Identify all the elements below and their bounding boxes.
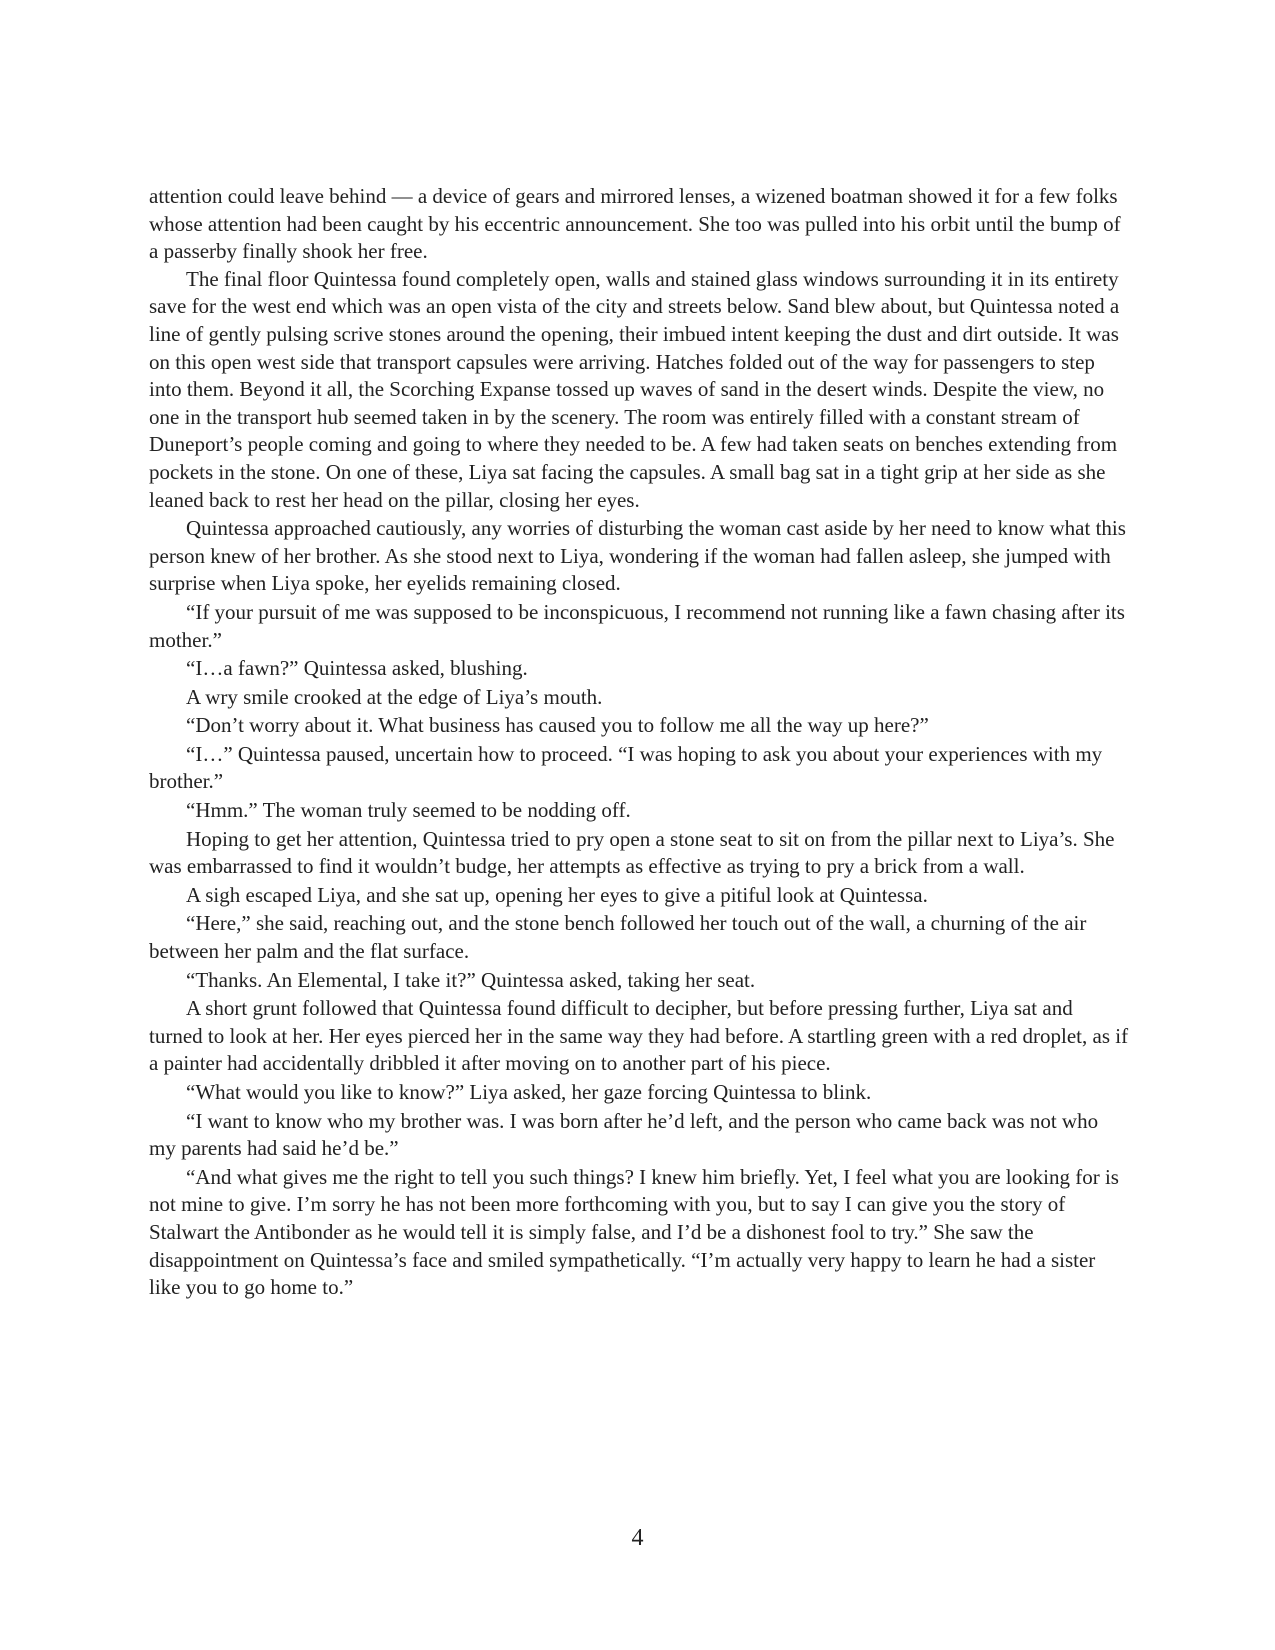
body-text <box>149 183 1129 1302</box>
paragraph: Quintessa approached cautiously, any worries of disturbing the woman cast aside by her need to know what this person knew of her brother. As she stood next to Liya, wondering if the woman had fallen asleep, she jumped with surprise when Liya spoke, her eyelids remaining closed. <box>149 516 1126 596</box>
paragraph: “If your pursuit of me was supposed to be inconspicuous, I recommend not running like a fawn chasing after its mother.” <box>149 599 1125 652</box>
paragraph: “Thanks. An Elemental, I take it?” Quintessa asked, taking her seat. <box>186 967 756 992</box>
paragraph: “Hmm.” The woman truly seemed to be nodding off. <box>186 798 631 823</box>
paragraph: The final floor Quintessa found completely open, walls and stained glass windows surrounding it in its entirety save for the west end which was an open vista of the city and streets below. Sand blew about, but Quintessa noted a line of gently pulsing scrive stones around the opening, their imbued intent keeping the dust and dirt outside. It was on this open west side that transport capsules were arriving. Hatches folded out of the way for passengers to step into them. Beyond it all, the Scorching Expanse tossed up waves of sand in the desert winds. Despite the view, no one in the transport hub seemed taken in by the scenery. The room was entirely filled with a constant stream of Duneport’s people coming and going to where they needed to be. A few had taken seats on benches extending from pockets in the stone. On one of these, Liya sat facing the capsules. A small bag sat in a tight grip at her side as she leaned back to rest her head on the pillar, closing her eyes. <box>149 266 1120 512</box>
page-number: 4 <box>631 1525 644 1551</box>
paragraph: attention could leave behind — a device of gears and mirrored lenses, a wizened boatman showed it for a few folks whose attention had been caught by his eccentric announcement. She too was pulled into his orbit until the bump of a passerby finally shook her free. <box>149 184 1121 264</box>
paragraph: “I…a fawn?” Quintessa asked, blushing. <box>186 656 528 681</box>
paragraph: “And what gives me the right to tell you such things? I knew him briefly. Yet, I feel what you are looking for is not mine to give. I’m sorry he has not been more forthcoming with you, but to say I can give you the story of Stalwart the Antibonder as he would tell it is simply false, and I’d be a dishonest fool to try.” She saw the disappointment on Quintessa’s face and smiled sympathetically. “I’m actually very happy to learn he had a sister like you to go home to.” <box>149 1164 1119 1300</box>
paragraph: A short grunt followed that Quintessa found difficult to decipher, but before pressing further, Liya sat and turned to look at her. Her eyes pierced her in the same way they had before. A startling green with a red droplet, as if a painter had accidentally dribbled it after moving on to another part of his piece. <box>149 996 1129 1076</box>
paragraph: Hoping to get her attention, Quintessa tried to pry open a stone seat to sit on from the pillar next to Liya’s. She was embarrassed to find it wouldn’t budge, her attempts as effective as trying to pry a brick from a wall. <box>149 826 1115 879</box>
paragraph: A sigh escaped Liya, and she sat up, opening her eyes to give a pitiful look at Quintessa. <box>186 882 928 907</box>
paragraph: “What would you like to know?” Liya asked, her gaze forcing Quintessa to blink. <box>186 1080 872 1104</box>
paragraph: A wry smile crooked at the edge of Liya’s mouth. <box>186 684 603 709</box>
paragraph: “I…” Quintessa paused, uncertain how to proceed. “I was hoping to ask you about your experiences with my brother.” <box>149 741 1103 794</box>
paragraph: “I want to know who my brother was. I was born after he’d left, and the person who came back was not who my parents had said he’d be.” <box>149 1108 1099 1161</box>
paragraph: “Don’t worry about it. What business has caused you to follow me all the way up here?” <box>186 713 929 738</box>
paragraph: “Here,” she said, reaching out, and the stone bench followed her touch out of the wall, a churning of the air between her palm and the flat surface. <box>149 911 1087 964</box>
